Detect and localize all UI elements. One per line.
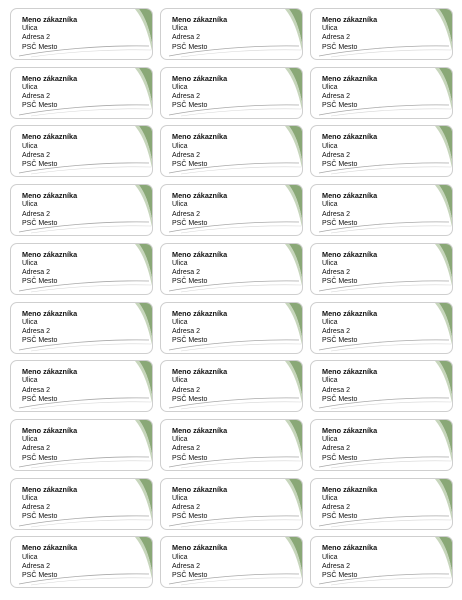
postal-city-line: PSČ Mesto (322, 513, 358, 521)
green-corner-accent (139, 537, 153, 585)
address-block (22, 309, 77, 346)
street-line: Ulica (22, 260, 38, 267)
green-corner-accent (289, 126, 303, 174)
green-corner-accent (289, 244, 303, 292)
address-label (10, 125, 153, 177)
postal-city-line: PSČ Mesto (322, 337, 358, 345)
postal-city-line: PSČ Mesto (322, 219, 358, 227)
green-corner-highlight (435, 185, 453, 236)
green-corner-highlight (435, 68, 453, 119)
address-line-2: Adresa 2 (22, 210, 51, 218)
address-line-2: Adresa 2 (22, 504, 51, 511)
address-line-2: Adresa 2 (22, 93, 51, 101)
street-line: Ulica (22, 201, 38, 209)
postal-city-line: PSČ Mesto (172, 513, 208, 521)
green-corner-highlight (135, 9, 153, 60)
customer-name: Meno zákazníka (322, 191, 378, 201)
address-label (160, 243, 303, 295)
address-line-2: Adresa 2 (322, 93, 351, 101)
address-line-2: Adresa 2 (22, 151, 51, 159)
address-line-2: Adresa 2 (322, 445, 351, 453)
address-block (172, 367, 227, 404)
postal-city-line: PSČ Mesto (322, 278, 358, 286)
green-corner-highlight (285, 126, 303, 177)
green-corner-highlight (435, 244, 453, 295)
green-corner-highlight (285, 244, 303, 295)
street-line: Ulica (322, 494, 338, 502)
green-corner-accent (139, 361, 153, 409)
address-block (172, 485, 227, 522)
customer-name: Meno zákazníka (172, 543, 228, 553)
address-label (10, 536, 153, 588)
postal-city-line: PSČ Mesto (22, 337, 58, 345)
address-label (160, 360, 303, 412)
green-corner-accent (289, 9, 303, 57)
street-line: Ulica (322, 201, 338, 209)
address-line-2: Adresa 2 (172, 210, 201, 218)
address-block (322, 74, 377, 111)
address-block (322, 132, 377, 169)
address-label (310, 243, 453, 295)
customer-name: Meno zákazníka (322, 308, 378, 318)
green-corner-highlight (135, 185, 153, 236)
green-corner-highlight (435, 9, 453, 60)
address-label (160, 67, 303, 119)
address-label (310, 8, 453, 60)
green-corner-accent (439, 361, 453, 409)
street-line: Ulica (322, 142, 338, 150)
customer-name: Meno zákazníka (172, 249, 228, 259)
address-label (160, 419, 303, 471)
green-corner-highlight (435, 479, 453, 530)
street-line: Ulica (22, 318, 38, 326)
green-corner-highlight (135, 126, 153, 177)
street-line: Ulica (172, 377, 188, 385)
customer-name: Meno zákazníka (322, 425, 378, 435)
customer-name: Meno zákazníka (322, 484, 378, 494)
street-line: Ulica (322, 318, 338, 326)
green-corner-highlight (435, 126, 453, 177)
green-corner-accent (139, 126, 153, 174)
address-label (310, 536, 453, 588)
customer-name: Meno zákazníka (22, 73, 78, 83)
green-corner-highlight (285, 68, 303, 119)
customer-name: Meno zákazníka (22, 543, 78, 553)
street-line: Ulica (322, 377, 338, 385)
address-label (10, 184, 153, 236)
postal-city-line: PSČ Mesto (22, 219, 58, 227)
customer-name: Meno zákazníka (172, 73, 228, 83)
street-line: Ulica (22, 83, 38, 91)
postal-city-line: PSČ Mesto (22, 454, 58, 462)
address-label (310, 67, 453, 119)
customer-name: Meno zákazníka (22, 132, 78, 142)
postal-city-line: PSČ Mesto (172, 571, 208, 579)
customer-name: Meno zákazníka (172, 308, 228, 318)
address-line-2: Adresa 2 (322, 386, 351, 394)
address-block (22, 426, 77, 463)
address-block (322, 191, 377, 228)
postal-city-line: PSČ Mesto (172, 219, 208, 227)
green-corner-highlight (135, 361, 153, 412)
green-corner-accent (439, 420, 453, 468)
address-line-2: Adresa 2 (172, 327, 201, 335)
green-corner-accent (139, 68, 153, 116)
green-corner-accent (439, 185, 453, 233)
address-line-2: Adresa 2 (322, 151, 351, 159)
postal-city-line: PSČ Mesto (172, 337, 208, 345)
address-line-2: Adresa 2 (22, 386, 51, 394)
street-line: Ulica (172, 260, 188, 267)
address-block (322, 367, 377, 404)
postal-city-line: PSČ Mesto (172, 395, 208, 403)
street-line: Ulica (172, 201, 188, 209)
address-line-2: Adresa 2 (22, 327, 51, 335)
street-line: Ulica (172, 436, 188, 444)
address-block (22, 132, 77, 169)
address-block (322, 250, 377, 287)
street-line: Ulica (172, 25, 188, 33)
customer-name: Meno zákazníka (22, 367, 78, 377)
postal-city-line: PSČ Mesto (172, 161, 208, 168)
postal-city-line: PSČ Mesto (322, 395, 358, 403)
customer-name: Meno zákazníka (172, 15, 228, 24)
green-corner-highlight (135, 479, 153, 530)
address-block (22, 250, 77, 287)
green-corner-accent (289, 361, 303, 409)
address-line-2: Adresa 2 (322, 327, 351, 335)
address-block (22, 367, 77, 404)
green-corner-accent (139, 420, 153, 468)
address-label (10, 419, 153, 471)
address-block (172, 250, 227, 287)
street-line: Ulica (22, 377, 38, 385)
green-corner-highlight (285, 9, 303, 60)
street-line: Ulica (322, 436, 338, 444)
address-label (10, 302, 153, 354)
postal-city-line: PSČ Mesto (22, 278, 58, 286)
customer-name: Meno zákazníka (22, 484, 78, 494)
green-corner-highlight (435, 303, 453, 354)
green-corner-accent (439, 126, 453, 174)
address-label (310, 419, 453, 471)
green-corner-highlight (285, 185, 303, 236)
address-block (322, 485, 377, 522)
street-line: Ulica (172, 318, 188, 326)
address-line-2: Adresa 2 (172, 445, 201, 453)
address-block (322, 543, 377, 580)
address-line-2: Adresa 2 (172, 269, 201, 277)
address-line-2: Adresa 2 (172, 562, 201, 570)
address-label (10, 360, 153, 412)
street-line: Ulica (22, 142, 38, 150)
address-line-2: Adresa 2 (172, 386, 201, 394)
street-line: Ulica (322, 25, 338, 33)
green-corner-accent (439, 479, 453, 527)
customer-name: Meno zákazníka (322, 543, 378, 553)
address-label (310, 478, 453, 530)
address-label (310, 184, 453, 236)
address-line-2: Adresa 2 (22, 562, 51, 570)
address-label (10, 67, 153, 119)
customer-name: Meno zákazníka (322, 15, 378, 24)
address-block (22, 74, 77, 111)
address-line-2: Adresa 2 (322, 562, 351, 570)
postal-city-line: PSČ Mesto (172, 278, 208, 286)
green-corner-accent (139, 479, 153, 527)
address-line-2: Adresa 2 (172, 93, 201, 101)
postal-city-line: PSČ Mesto (172, 454, 208, 462)
address-line-2: Adresa 2 (22, 269, 51, 277)
address-line-2: Adresa 2 (22, 34, 51, 42)
green-corner-highlight (135, 68, 153, 119)
address-label (160, 478, 303, 530)
green-corner-highlight (135, 537, 153, 588)
green-corner-accent (439, 537, 453, 585)
customer-name: Meno zákazníka (322, 73, 378, 83)
address-label (160, 536, 303, 588)
customer-name: Meno zákazníka (172, 132, 228, 142)
address-line-2: Adresa 2 (172, 504, 201, 511)
address-line-2: Adresa 2 (172, 151, 201, 159)
customer-name: Meno zákazníka (172, 191, 228, 201)
green-corner-accent (289, 479, 303, 527)
address-label (310, 125, 453, 177)
green-corner-highlight (285, 537, 303, 588)
street-line: Ulica (172, 142, 188, 150)
address-block (22, 15, 77, 52)
green-corner-accent (139, 303, 153, 351)
green-corner-highlight (135, 420, 153, 471)
address-label (10, 478, 153, 530)
address-block (172, 191, 227, 228)
address-line-2: Adresa 2 (322, 504, 351, 511)
street-line: Ulica (172, 494, 188, 502)
street-line: Ulica (22, 494, 38, 502)
address-label (10, 243, 153, 295)
postal-city-line: PSČ Mesto (22, 102, 58, 110)
address-block (322, 15, 377, 52)
address-block (172, 74, 227, 111)
postal-city-line: PSČ Mesto (22, 571, 58, 579)
street-line: Ulica (322, 553, 338, 561)
customer-name: Meno zákazníka (172, 484, 228, 494)
green-corner-highlight (285, 361, 303, 412)
postal-city-line: PSČ Mesto (22, 513, 58, 521)
address-block (172, 543, 227, 580)
postal-city-line: PSČ Mesto (322, 43, 358, 51)
postal-city-line: PSČ Mesto (22, 43, 58, 51)
street-line: Ulica (22, 25, 38, 33)
green-corner-accent (289, 303, 303, 351)
green-corner-highlight (435, 420, 453, 471)
postal-city-line: PSČ Mesto (172, 43, 208, 51)
green-corner-highlight (435, 537, 453, 588)
address-label (310, 302, 453, 354)
green-corner-highlight (135, 303, 153, 354)
green-corner-highlight (435, 361, 453, 412)
customer-name: Meno zákazníka (322, 249, 378, 259)
address-label (160, 302, 303, 354)
street-line: Ulica (322, 260, 338, 267)
green-corner-highlight (135, 244, 153, 295)
customer-name: Meno zákazníka (22, 15, 78, 24)
green-corner-accent (139, 244, 153, 292)
green-corner-accent (439, 244, 453, 292)
address-block (22, 485, 77, 522)
green-corner-accent (289, 185, 303, 233)
postal-city-line: PSČ Mesto (22, 395, 58, 403)
customer-name: Meno zákazníka (322, 132, 378, 142)
green-corner-accent (139, 185, 153, 233)
address-block (322, 426, 377, 463)
address-line-2: Adresa 2 (22, 445, 51, 453)
customer-name: Meno zákazníka (172, 425, 228, 435)
green-corner-accent (139, 9, 153, 57)
address-line-2: Adresa 2 (172, 34, 201, 42)
address-label (160, 8, 303, 60)
address-block (22, 543, 77, 580)
green-corner-accent (289, 537, 303, 585)
postal-city-line: PSČ Mesto (322, 161, 358, 168)
postal-city-line: PSČ Mesto (322, 454, 358, 462)
postal-city-line: PSČ Mesto (172, 102, 208, 110)
address-line-2: Adresa 2 (322, 34, 351, 42)
address-label (10, 8, 153, 60)
postal-city-line: PSČ Mesto (322, 571, 358, 579)
address-block (22, 191, 77, 228)
address-block (172, 132, 227, 169)
customer-name: Meno zákazníka (22, 191, 78, 201)
green-corner-accent (439, 9, 453, 57)
customer-name: Meno zákazníka (22, 249, 78, 259)
customer-name: Meno zákazníka (22, 308, 78, 318)
green-corner-highlight (285, 420, 303, 471)
customer-name: Meno zákazníka (322, 367, 378, 377)
customer-name: Meno zákazníka (22, 425, 78, 435)
postal-city-line: PSČ Mesto (22, 161, 58, 168)
address-block (322, 309, 377, 346)
street-line: Ulica (172, 553, 188, 561)
address-label (310, 360, 453, 412)
address-line-2: Adresa 2 (322, 210, 351, 218)
street-line: Ulica (22, 553, 38, 561)
customer-name: Meno zákazníka (172, 367, 228, 377)
street-line: Ulica (322, 83, 338, 91)
address-block (172, 15, 227, 52)
green-corner-highlight (285, 303, 303, 354)
green-corner-accent (439, 303, 453, 351)
green-corner-accent (289, 420, 303, 468)
green-corner-highlight (285, 479, 303, 530)
address-label (160, 125, 303, 177)
green-corner-accent (439, 68, 453, 116)
address-label (160, 184, 303, 236)
green-corner-accent (289, 68, 303, 116)
address-line-2: Adresa 2 (322, 269, 351, 277)
street-line: Ulica (22, 436, 38, 444)
postal-city-line: PSČ Mesto (322, 102, 358, 110)
address-block (172, 426, 227, 463)
street-line: Ulica (172, 83, 188, 91)
address-block (172, 309, 227, 346)
